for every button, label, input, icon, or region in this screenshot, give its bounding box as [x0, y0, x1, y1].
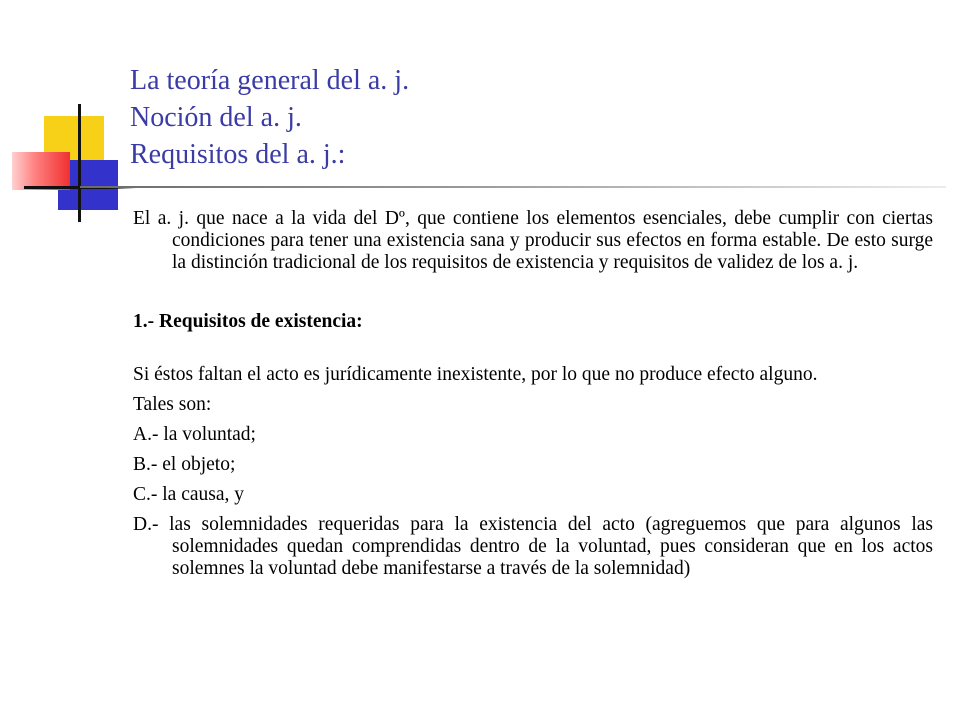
title-line-2: Noción del a. j.: [130, 102, 302, 133]
list-item: D.- las solemnidades requeridas para la existencia del acto (agreguemos que para algunos las solemnidades quedan comprendidas dentro de la voluntad, pues consideran que en los actos solemnes la voluntad debe manifestarse a través de la solemnidad): [133, 514, 933, 579]
red-gradient-shape: [12, 152, 70, 190]
list-item: A.- la voluntad;: [133, 424, 256, 445]
section-heading: 1.- Requisitos de existencia:: [133, 311, 363, 332]
list-item: C.- la causa, y: [133, 484, 245, 505]
slide-body: [133, 208, 933, 580]
intro-paragraph: El a. j. que nace a la vida del Dº, que contiene los elementos esenciales, debe cumplir con ciertas condiciones para tener una existencia sana y producir sus efectos en forma estable. De esto surge la distinción tradicional de los requisitos de existencia y requisitos de validez de los a. j.: [133, 208, 933, 273]
title-line-3: Requisitos del a. j.:: [130, 139, 346, 170]
slide-title: [130, 62, 930, 173]
list-intro: Tales son:: [133, 394, 212, 415]
explanation-paragraph: Si éstos faltan el acto es jurídicamente inexistente, por lo que no produce efecto alguno.: [133, 364, 818, 385]
title-divider: [80, 186, 946, 188]
list-item: B.- el objeto;: [133, 454, 236, 475]
vertical-line-shape: [78, 104, 81, 222]
title-line-1: La teoría general del a. j.: [130, 65, 410, 96]
